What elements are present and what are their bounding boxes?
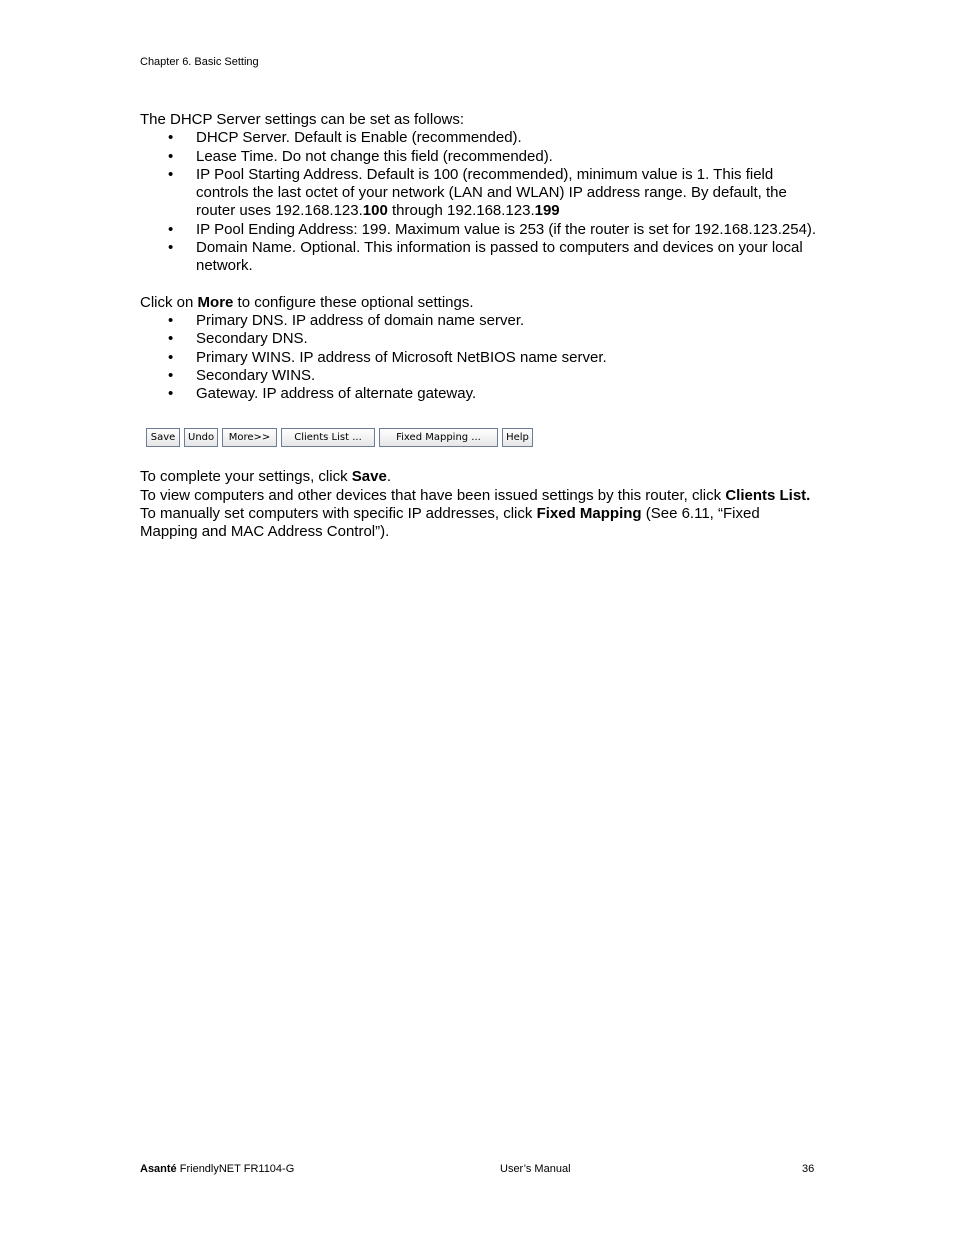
item-bold: 199 — [534, 202, 560, 220]
button-bar — [146, 428, 820, 447]
closing-bold: Clients List. — [725, 486, 811, 504]
fixed-mapping-button[interactable]: Fixed Mapping ... — [379, 428, 498, 447]
page-content — [140, 111, 820, 542]
closing-text: To view computers and other devices that have been issued settings by this router, click — [140, 486, 726, 504]
list-item: • Domain Name. Optional. This information is passed to computers and devices on your local network. — [140, 239, 820, 276]
footer-product — [140, 1163, 294, 1175]
item-bold: 100 — [362, 202, 388, 220]
clients-list-button[interactable]: Clients List ... — [281, 428, 375, 447]
save-button[interactable]: Save — [146, 428, 180, 447]
closing-text: (See 6.11, “Fixed Mapping and MAC Address Control”). — [140, 505, 760, 541]
chapter-header: Chapter 6. Basic Setting — [140, 56, 259, 68]
closing-clients — [140, 487, 820, 505]
more-intro — [140, 294, 820, 312]
closing-bold: Fixed Mapping — [536, 505, 642, 523]
closing-bold: Save — [351, 468, 387, 486]
more-intro-bold: More — [197, 293, 234, 311]
footer-manual: User’s Manual — [500, 1163, 571, 1175]
help-button[interactable]: Help — [502, 428, 533, 447]
list-item: • Secondary DNS. — [140, 330, 820, 348]
brand-name: Asanté — [140, 1163, 177, 1175]
list-item — [140, 166, 820, 221]
closing-save — [140, 468, 820, 486]
product-name: FriendlyNET FR1104-G — [176, 1163, 295, 1175]
list-item: • Primary DNS. IP address of domain name server. — [140, 312, 820, 330]
closing-text: . — [386, 468, 391, 486]
page-number: 36 — [802, 1163, 815, 1175]
item-text: through 192.168.123. — [387, 202, 535, 220]
dhcp-settings-list — [140, 129, 820, 275]
list-item: • Primary WINS. IP address of Microsoft NetBIOS name server. — [140, 349, 820, 367]
closing-text: To complete your settings, click — [140, 468, 352, 486]
list-item: • IP Pool Ending Address: 199. Maximum value is 253 (if the router is set for 192.168.123.254). — [140, 221, 820, 239]
dhcp-intro: The DHCP Server settings can be set as follows: — [140, 111, 465, 128]
list-item: • Gateway. IP address of alternate gateway. — [140, 385, 820, 403]
item-text: IP Pool Starting Address. Default is 100 (recommended), minimum value is 1. This field controls the last octet of your network (LAN and WLAN) IP address range. By default, the router uses 192.168.123. — [196, 165, 787, 220]
undo-button[interactable]: Undo — [184, 428, 218, 447]
more-intro-text: Click on — [140, 293, 198, 311]
optional-settings-list — [140, 312, 820, 403]
more-intro-text: to configure these optional settings. — [233, 293, 474, 311]
closing-mapping — [140, 505, 820, 542]
list-item: • Lease Time. Do not change this field (recommended). — [140, 148, 820, 166]
list-item: • Secondary WINS. — [140, 367, 820, 385]
more-button[interactable]: More>> — [222, 428, 277, 447]
closing-text: To manually set computers with specific IP addresses, click — [140, 505, 537, 523]
list-item: • DHCP Server. Default is Enable (recommended). — [140, 129, 820, 147]
